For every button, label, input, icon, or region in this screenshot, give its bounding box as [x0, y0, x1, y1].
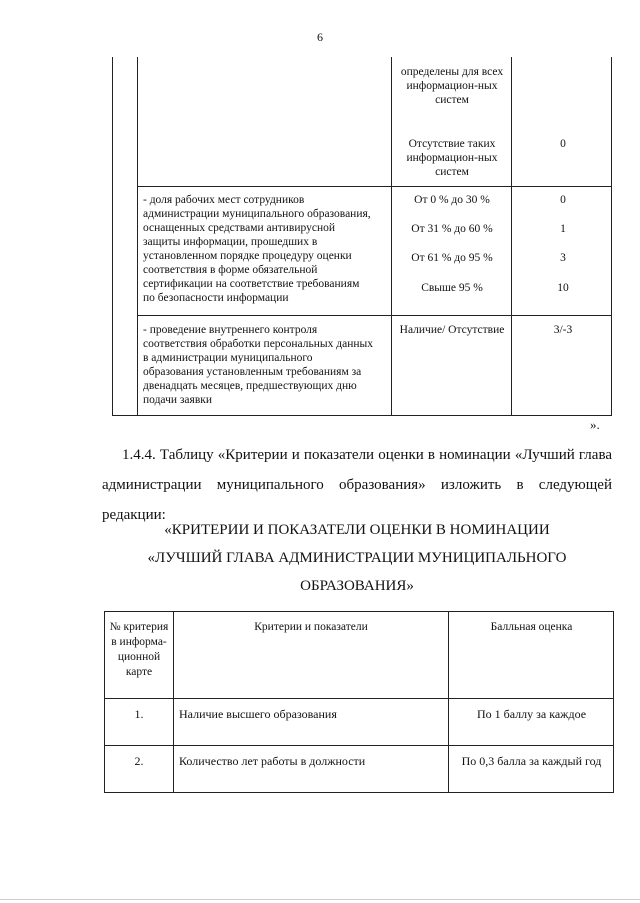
option-text: От 61 % до 95 %	[411, 252, 493, 264]
table-row-divider	[137, 186, 611, 187]
table-column-divider	[137, 57, 138, 415]
row-number: 1.	[134, 707, 144, 721]
option-text: Отсутствие таких информацион-ных систем	[406, 138, 498, 178]
amendment-paragraph: 1.4.4. Таблицу «Критерии и показатели оценки в номинации «Лучший глава администрации муниципального образования» изложить в следующей редакции:	[102, 447, 612, 523]
table-row-divider	[105, 698, 613, 699]
row-criterion: Количество лет работы в должности	[179, 754, 366, 768]
criteria-table	[104, 611, 614, 793]
table-row-divider	[105, 745, 613, 746]
score-text: 0	[560, 138, 566, 150]
option-text: определены для всех информацион-ных систем	[400, 66, 504, 106]
row-criterion: Наличие высшего образования	[179, 707, 337, 721]
header-score: Балльная оценка	[490, 621, 573, 633]
closing-quote: ».	[590, 417, 600, 432]
score-text: 3/-3	[553, 324, 573, 336]
table-column-divider	[448, 612, 449, 792]
row-score: По 0,3 балла за каждый год	[461, 754, 602, 768]
criterion-text: - доля рабочих мест сотрудников администрации муниципального образования, оснащенных средствами антивирусной защиты информации, прошедших в установленном порядке процедуру оценки соответствия в форме обязательной сертификации на соответствие требованиям по безопасности информации	[143, 194, 371, 304]
criterion-text: - проведение внутреннего контроля соответствия обработки персональных данных в администрации муниципального образования установленным требованиям за двенадцать месяцев, предшествующих дню подачи заявки	[143, 324, 373, 406]
row-score: По 1 баллу за каждое	[476, 707, 587, 721]
page-bottom-rule	[0, 899, 640, 900]
table-column-divider	[391, 57, 392, 415]
option-text: От 0 % до 30 %	[414, 194, 490, 206]
criteria-table-continued	[112, 57, 612, 416]
score-text: 0	[560, 194, 566, 206]
header-number: № критерия в информа-ционной карте	[109, 621, 169, 678]
section-heading-line: «КРИТЕРИИ И ПОКАЗАТЕЛИ ОЦЕНКИ В НОМИНАЦИИ	[164, 522, 550, 538]
option-text: Свыше 95 %	[421, 282, 483, 294]
option-text: Наличие/ Отсутствие	[399, 324, 505, 336]
row-number: 2.	[134, 754, 144, 768]
score-text: 10	[557, 282, 569, 294]
score-text: 3	[560, 252, 566, 264]
table-row-divider	[137, 315, 611, 316]
score-text: 1	[560, 223, 566, 235]
table-column-divider	[173, 612, 174, 792]
header-criteria: Критерии и показатели	[254, 621, 368, 633]
table-column-divider	[511, 57, 512, 415]
option-text: От 31 % до 60 %	[411, 223, 493, 235]
page-number: 6	[317, 30, 323, 44]
section-heading-line: «ЛУЧШИЙ ГЛАВА АДМИНИСТРАЦИИ МУНИЦИПАЛЬНОГО	[147, 550, 567, 566]
section-heading-line: ОБРАЗОВАНИЯ»	[300, 578, 414, 594]
